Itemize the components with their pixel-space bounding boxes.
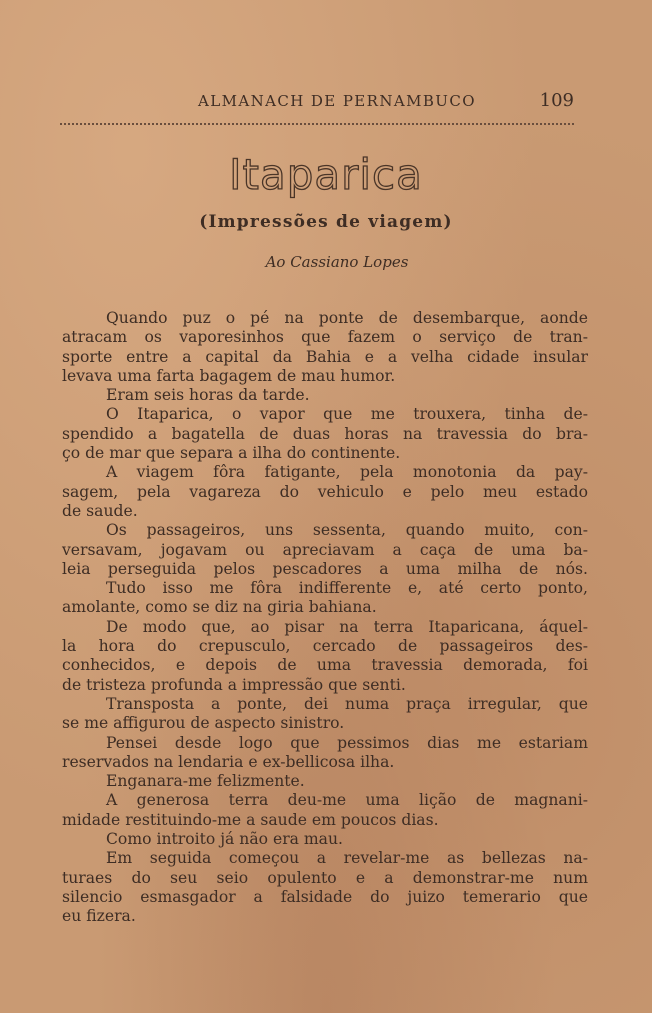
text-line: sagem, pela vagareza do vehiculo e pelo meu estado [62,482,588,501]
text-line: Enganara-me felizmente. [106,772,305,791]
text-line: Quando puz o pé na ponte de desembarque, aonde [106,309,588,327]
page-number: 109 [539,90,574,111]
text-line: silencio esmasgador a falsidade do juizo temerario que [62,887,588,906]
text-line: ço de mar que separa a ilha do continente. [62,444,401,463]
text-line: Eram seis horas da tarde. [106,386,310,405]
header-rule [60,123,574,125]
text-line: midade restituindo-me a saude em poucos dias. [62,810,439,829]
text-line: de saude. [62,501,138,520]
text-line: sporte entre a capital da Bahia e a velha cidade insular [62,347,588,366]
text-line: leia perseguida pelos pescadores a uma milha de nós. [62,559,588,578]
text-line: A generosa terra deu-me uma lição de magnani- [106,791,588,810]
text-line: spendido a bagatella de duas horas na travessia do bra- [62,424,588,443]
text-line: Transposta a ponte, dei numa praça irregular, que [106,694,588,713]
text-line: versavam, jogavam ou apreciavam a caça de uma ba- [62,540,588,559]
text-line: reservados na lendaria e ex-bellicosa ilha. [62,752,395,771]
article-body [62,309,588,927]
text-line: de tristeza profunda a impressão que senti. [62,675,406,694]
text-line: se me affigurou de aspecto sinistro. [62,714,345,733]
running-title: ALMANACH DE PERNAMBUCO [198,92,476,110]
text-line: A viagem fôra fatigante, pela monotonia da pay- [106,463,588,482]
text-line: Tudo isso me fôra indifferente e, até certo ponto, [106,579,588,598]
text-line: la hora do crepusculo, cercado de passageiros des- [62,637,588,656]
text-line: atracam os vaporesinhos que fazem o serviço de tran- [62,328,588,347]
text-line: turaes do seu seio opulento e a demonstrar-me num [62,868,588,887]
running-head [60,92,580,116]
text-line: Em seguida começou a revelar-me as bellezas na- [106,849,588,868]
text-line: eu fizera. [62,907,136,926]
article-title: Itaparica [229,150,423,199]
article-subtitle: (Impressões de viagem) [199,212,453,232]
text-line: levava uma farta bagagem de mau humor. [62,366,396,385]
text-line: O Itaparica, o vapor que me trouxera, tinha de- [106,405,588,424]
article-dedication: Ao Cassiano Lopes [265,253,409,271]
text-line: Como introito já não era mau. [106,830,343,849]
text-line: conhecidos, e depois de uma travessia demorada, foi [62,656,588,675]
text-line: Pensei desde logo que pessimos dias me estariam [106,733,588,752]
text-line: Os passageiros, uns sessenta, quando muito, con- [106,521,588,540]
text-line: De modo que, ao pisar na terra Itaparicana, áquel- [106,617,588,636]
text-line: amolante, como se diz na giria bahiana. [62,598,377,617]
